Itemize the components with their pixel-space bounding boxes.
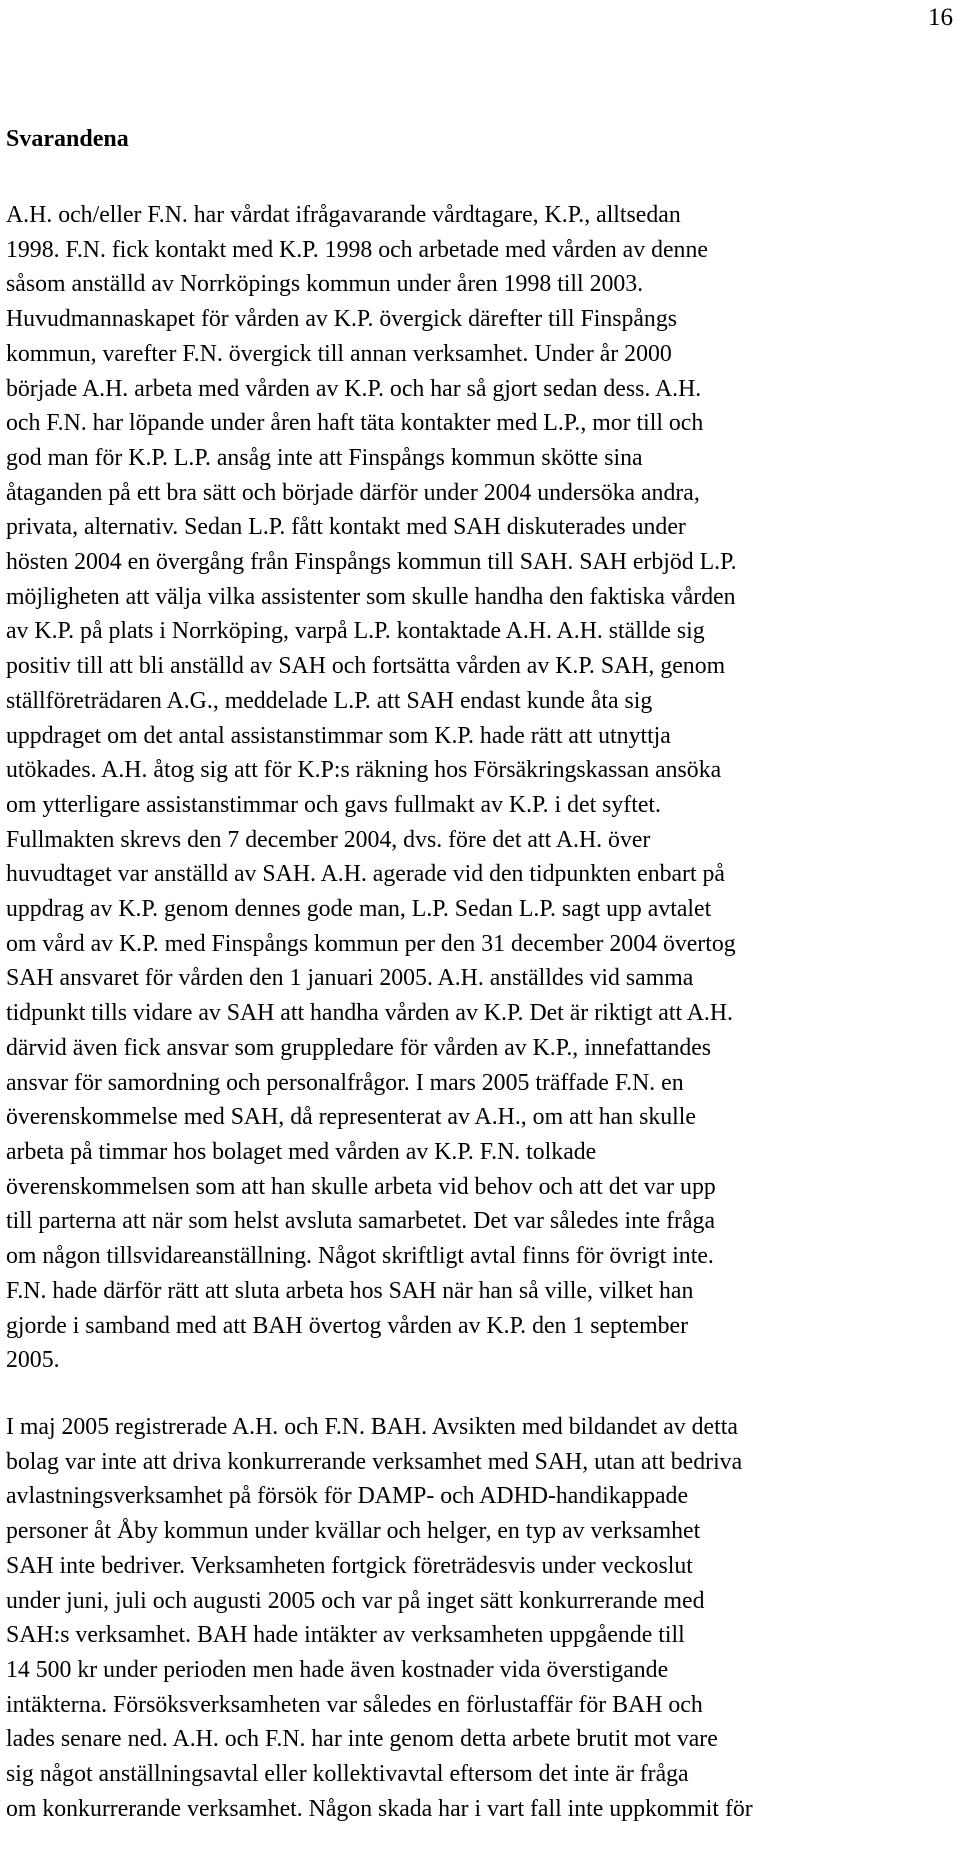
text-line: I maj 2005 registrerade A.H. och F.N. BAH. Avsikten med bildandet av detta xyxy=(6,1414,738,1440)
text-line: personer åt Åby kommun under kvällar och helger, en typ av verksamhet xyxy=(6,1518,701,1545)
text-line: privata, alternativ. Sedan L.P. fått kontakt med SAH diskuterades under xyxy=(6,514,686,541)
text-line: utökades. A.H. åtog sig att för K.P:s räkning hos Försäkringskassan ansöka xyxy=(6,757,722,784)
text-line: god man för K.P. L.P. ansåg inte att Finspångs kommun skötte sina xyxy=(6,444,643,471)
text-line: såsom anställd av Norrköpings kommun under åren 1998 till 2003. xyxy=(6,271,644,298)
text-line: sig något anställningsavtal eller kollektivavtal eftersom det inte är fråga xyxy=(6,1761,689,1788)
text-line: positiv till att bli anställd av SAH och fortsätta vården av K.P. SAH, genom xyxy=(6,653,726,680)
text-line: därvid även fick ansvar som gruppledare för vården av K.P., innefattandes xyxy=(6,1034,712,1061)
text-line: Fullmakten skrevs den 7 december 2004, dvs. före det att A.H. över xyxy=(6,826,651,853)
text-line: kommun, varefter F.N. övergick till annan verksamhet. Under år 2000 xyxy=(6,340,672,367)
text-line: möjligheten att välja vilka assistenter som skulle handha den faktiska vården xyxy=(6,583,736,610)
text-line: SAH ansvaret för vården den 1 januari 2005. A.H. anställdes vid samma xyxy=(6,965,694,992)
text-line: av K.P. på plats i Norrköping, varpå L.P. kontaktade A.H. A.H. ställde sig xyxy=(6,618,705,645)
text-line: överenskommelsen som att han skulle arbeta vid behov och att det var upp xyxy=(6,1173,716,1200)
text-line: började A.H. arbeta med vården av K.P. och har så gjort sedan dess. A.H. xyxy=(6,375,702,402)
text-line: om vård av K.P. med Finspångs kommun per den 31 december 2004 övertog xyxy=(6,930,736,957)
text-line: hösten 2004 en övergång från Finspångs kommun till SAH. SAH erbjöd L.P. xyxy=(6,549,737,576)
text-line: bolag var inte att driva konkurrerande verksamhet med SAH, utan att bedriva xyxy=(6,1448,743,1475)
text-line: uppdraget om det antal assistanstimmar som K.P. hade rätt att utnyttja xyxy=(6,722,671,749)
text-line: F.N. hade därför rätt att sluta arbeta hos SAH när han så ville, vilket han xyxy=(6,1277,694,1304)
text-line: lades senare ned. A.H. och F.N. har inte genom detta arbete brutit mot vare xyxy=(6,1726,718,1753)
section-heading: Svarandena xyxy=(6,126,129,152)
text-line: åtaganden på ett bra sätt och började därför under 2004 undersöka andra, xyxy=(6,479,700,506)
text-line: avlastningsverksamhet på försök för DAMP- och ADHD-handikappade xyxy=(6,1483,689,1510)
text-line: arbeta på timmar hos bolaget med vården av K.P. F.N. tolkade xyxy=(6,1138,597,1165)
text-line: ställföreträdaren A.G., meddelade L.P. att SAH endast kunde åta sig xyxy=(6,687,653,714)
text-line: gjorde i samband med att BAH övertog vården av K.P. den 1 september xyxy=(6,1312,689,1339)
paragraph-2 xyxy=(6,1410,951,1826)
text-line: intäkterna. Försöksverksamheten var således en förlustaffär för BAH och xyxy=(6,1691,703,1718)
text-line: SAH:s verksamhet. BAH hade intäkter av verksamheten uppgående till xyxy=(6,1622,685,1649)
text-line: om konkurrerande verksamhet. Någon skada har i vart fall inte uppkommit för xyxy=(6,1795,753,1822)
text-line: uppdrag av K.P. genom dennes gode man, L.P. Sedan L.P. sagt upp avtalet xyxy=(6,896,712,923)
text-line: till parterna att när som helst avsluta samarbetet. Det var således inte fråga xyxy=(6,1208,716,1235)
paragraph-1 xyxy=(6,198,951,1378)
text-line: om någon tillsvidareanställning. Något skriftligt avtal finns för övrigt inte. xyxy=(6,1243,714,1270)
text-line: överenskommelse med SAH, då representerat av A.H., om att han skulle xyxy=(6,1104,696,1131)
text-line: om ytterligare assistanstimmar och gavs fullmakt av K.P. i det syftet. xyxy=(6,791,661,818)
text-line: 14 500 kr under perioden men hade även kostnader vida överstigande xyxy=(6,1656,669,1683)
page-number: 16 xyxy=(928,4,953,31)
text-line: 2005. xyxy=(6,1347,60,1374)
text-line: SAH inte bedriver. Verksamheten fortgick företrädesvis under veckoslut xyxy=(6,1552,693,1579)
text-line: 1998. F.N. fick kontakt med K.P. 1998 och arbetade med vården av denne xyxy=(6,236,708,263)
text-line: A.H. och/eller F.N. har vårdat ifrågavarande vårdtagare, K.P., alltsedan xyxy=(6,202,681,228)
text-line: under juni, juli och augusti 2005 och var på inget sätt konkurrerande med xyxy=(6,1587,705,1614)
text-line: ansvar för samordning och personalfrågor. I mars 2005 träffade F.N. en xyxy=(6,1069,684,1096)
text-line: och F.N. har löpande under åren haft täta kontakter med L.P., mor till och xyxy=(6,410,704,437)
text-line: Huvudmannaskapet för vården av K.P. övergick därefter till Finspångs xyxy=(6,306,677,333)
text-line: tidpunkt tills vidare av SAH att handha vården av K.P. Det är riktigt att A.H. xyxy=(6,1000,733,1027)
text-line: huvudtaget var anställd av SAH. A.H. agerade vid den tidpunkten enbart på xyxy=(6,861,725,888)
